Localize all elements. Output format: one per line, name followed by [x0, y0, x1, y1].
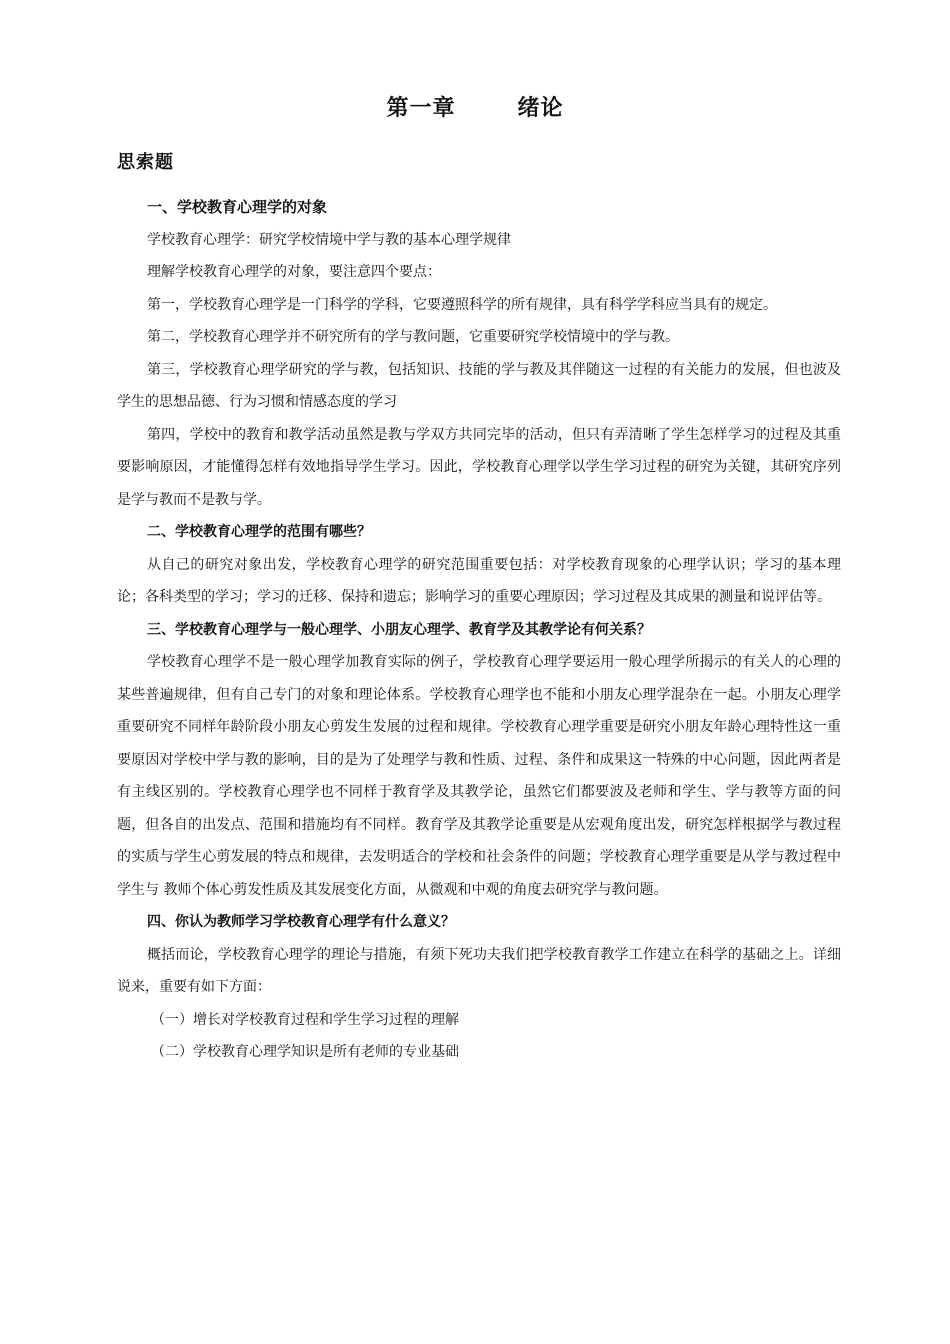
paragraph: 第三，学校教育心理学研究的学与教，包括知识、技能的学与教及其伴随这一过程的有关能力的发展，但也波及学生的思想品德、行为习惯和情感态度的学习 [117, 361, 841, 410]
chapter-title [0, 91, 950, 122]
section-3-heading: 三、学校教育心理学与一般心理学、小朋友心理学、教育学及其教学论有何关系？ [147, 621, 651, 638]
chapter-number: 第一章 [386, 96, 456, 121]
section-1-heading: 一、学校教育心理学的对象 [147, 198, 328, 216]
section-subtitle: 思索题 [117, 152, 174, 173]
paragraph: 第一，学校教育心理学是一门科学的学科，它要遵照科学的所有规律，具有科学学科应当具有的规定。 [147, 296, 777, 313]
section-2-heading: 二、学校教育心理学的范围有哪些？ [147, 524, 371, 540]
list-item: （二）学校教育心理学知识是所有老师的专业基础 [151, 1044, 459, 1060]
paragraph: 学校教育心理学不是一般心理学加教育实际的例子，学校教育心理学要运用一般心理学所揭示的有关人的心理的某些普遍规律，但有自己专门的对象和理论体系。学校教育心理学也不能和小朋友心理学混杂在一起。小朋友心理学重要研究不同样年龄阶段小朋友心剪发生发展的过程和规律。学校教育心理学重要是研究小朋友年龄心理特性这一重要原因对学校中学与教的影响，目的是为了处理学与教和性质、过程、条件和成果这一特殊的中心问题，因此两者是有主线区别的。学校教育心理学也不同样于教育学及其教学论，虽然它们都要波及老师和学生、学与教等方面的问题，但各自的出发点、范围和措施均有不同样。教育学及其教学论重要是从宏观角度出发，研究怎样根据学与教过程的实质与学生心剪发展的特点和规律，去发明适合的学校和社会条件的问题；学校教育心理学重要是从学与教过程中学生与 教师个体心剪发性质及其发展变化方面，从微观和中观的角度去研究学与教问题。 [117, 654, 841, 898]
paragraph: 第二，学校教育心理学并不研究所有的学与教问题，它重要研究学校情境中的学与教。 [147, 329, 679, 345]
paragraph: 第四，学校中的教育和教学活动虽然是教与学双方共同完毕的活动，但只有弄清晰了学生怎样学习的过程及其重要影响原因，才能懂得怎样有效地指导学生学习。因此，学校教育心理学以学生学习过程的研究为关键，其研究序列是学与教而不是教与学。 [117, 426, 841, 508]
paragraph: 从自己的研究对象出发，学校教育心理学的研究范围重要包括：对学校教育现象的心理学认识；学习的基本理论；各科类型的学习；学习的迁移、保持和遗忘；影响学习的重要心理原因；学习过程及其成果的测量和说评估等。 [117, 556, 841, 605]
chapter-name: 绪论 [517, 96, 564, 121]
section-4-heading: 四、你认为教师学习学校教育心理学有什么意义？ [147, 914, 455, 930]
paragraph: 学校教育心理学：研究学校情境中学与教的基本心理学规律 [147, 231, 511, 248]
paragraph: 理解学校教育心理学的对象，要注意四个要点： [147, 264, 441, 280]
document-body [117, 191, 841, 1069]
list-item: （一）增长对学校教育过程和学生学习过程的理解 [151, 1011, 459, 1028]
paragraph: 概括而论，学校教育心理学的理论与措施，有须下死功夫我们把学校教育教学工作建立在科学的基础之上。详细说来，重要有如下方面： [117, 946, 841, 995]
